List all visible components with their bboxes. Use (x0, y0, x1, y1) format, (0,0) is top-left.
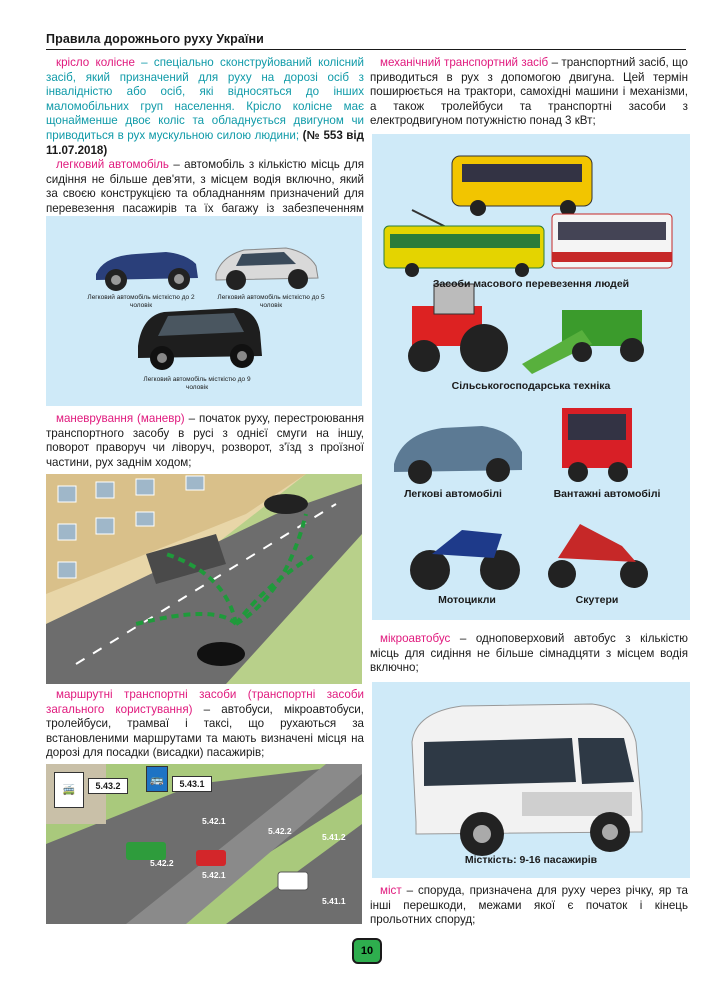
car-text: – автомобіль з кількістю місць для сидіння не більше дев'яти, з місцем водія включно, який за своєю конструкцією та обладнанням призначений для перевезення пасажирів та їх багажу із забезпеченням (46, 158, 364, 215)
term-mechanical-vehicle: механічний транспортний засіб (380, 56, 549, 69)
road-label-4: 5.42.2 (268, 826, 292, 836)
minibus-illustration (372, 682, 690, 878)
caption-motorcycles: Мотоцикли (438, 594, 496, 606)
passenger-car-image (394, 426, 522, 484)
yellow-bus-image (452, 156, 592, 216)
sign-label-1: 5.43.2 (88, 778, 128, 794)
caption-car-9: Легковий автомобіль місткістю до 9 чоловік (143, 376, 251, 391)
minibus-image (278, 872, 308, 890)
tram-image (552, 214, 672, 268)
bus-image (196, 850, 226, 866)
term-route-vehicles: маршрутні транспортні засоби (транспортні засоби загального користування) (46, 688, 364, 716)
bus-icon: 🚌 (150, 773, 164, 786)
caption-mass-transport: Засоби масового перевезення людей (432, 278, 630, 290)
passenger-cars-figure (46, 216, 362, 406)
header-title: Правила дорожнього руху України (46, 32, 264, 46)
term-minibus: мікроавтобус (380, 632, 451, 645)
minibus-text: – одноповерховий автобус з кількістю місць для сидіння не більше сімнадцяти з місцем водія включно; (370, 632, 688, 675)
term-wheelchair: крісло колісне (56, 56, 135, 69)
definition-mechanical-vehicle (370, 56, 688, 129)
right-column-bottom (370, 884, 688, 928)
sedan-image (216, 248, 318, 290)
caption-car-5: Легковий автомобіль місткістю до 5 чоловік (217, 294, 325, 309)
definition-wheelchair (46, 56, 364, 158)
caption-cars: Легкові автомобілі (404, 488, 502, 500)
left-column-top (46, 56, 364, 231)
caption-scooters: Скутери (575, 594, 619, 606)
trolleybus-green-image (384, 210, 544, 277)
tractor-image (408, 284, 508, 372)
left-column-bottom (46, 688, 364, 761)
left-column-middle (46, 412, 364, 470)
caption-trucks: Вантажні автомобілі (553, 488, 661, 500)
vehicle-types-illustration (372, 134, 690, 620)
definition-route-vehicles (46, 688, 364, 761)
amendment-ref: (№ 553 від 11.07.2018) (46, 128, 364, 157)
road-label-8: 5.41.1 (322, 896, 346, 906)
route-vehicles-text: – автобуси, мікроавтобуси, тролейбуси, трамваї і таксі, що рухаються за встановленими маршрутами та мають визначені місця на дорозі для посадки (висадки) пасажирів; (46, 702, 364, 760)
bridge-text: – споруда, призначена для руху через річку, яр та інші перешкоди, межами якої є початок і кінець прольотних споруд; (370, 884, 688, 927)
truck-image (562, 408, 632, 482)
right-column-middle (370, 632, 688, 676)
term-bridge: міст (380, 884, 402, 897)
sign-label-2: 5.43.1 (172, 776, 212, 792)
wheelchair-text: – спеціально сконструйований колісний засіб, який призначений для руху на дорозі осіб з інвалідністю або осіб, які відносяться до інших маломобільних груп населення. Крісло колісне має щонайменше двоє коліс та обладнується двигуном чи приводиться в рух мускульною силою людини; (46, 56, 365, 142)
trolleybus-stop-sign (54, 772, 84, 808)
mechanical-vehicle-text: – транспортний засіб, що приводиться в рух з допомогою двигуна. Цей термін поширюється на трактори, самохідні машини і механізми, а також тролейбуси та транспортні засоби з електродвигуном потужністю понад 3 кВт; (370, 56, 688, 128)
road-label-7: 5.41.2 (322, 832, 346, 842)
manoeuvre-illustration (46, 474, 362, 684)
caption-minibus-capacity: Місткість: 9-16 пасажирів (464, 854, 598, 866)
definition-manoeuvre (46, 412, 364, 470)
scooter-image (548, 524, 648, 588)
vehicle-types-figure (372, 134, 690, 620)
term-manoeuvre: маневрування (маневр) (56, 412, 185, 425)
motorcycle-image (410, 530, 520, 590)
page-number: 10 (360, 945, 374, 957)
definition-bridge (370, 884, 688, 928)
minivan-image (138, 308, 262, 370)
running-header (46, 30, 686, 50)
manoeuvre-text: – початок руху, перестроювання транспортного засобу в русі з однієї смуги на іншу, поворот праворуч чи ліворуч, розворот, з'їзд з проїзної частини, рух заднім ходом; (46, 412, 365, 469)
bus-stop-sign (146, 766, 168, 792)
caption-car-2: Легковий автомобіль місткістю до 2 чоловік (87, 294, 195, 309)
caption-agricultural: Сільськогосподарська техніка (451, 380, 611, 392)
road-label-3: 5.42.1 (202, 816, 226, 826)
route-transport-figure (46, 764, 362, 924)
right-column-top (370, 56, 688, 129)
manoeuvre-figure (46, 474, 362, 684)
minibus-figure (372, 682, 690, 878)
page-number-badge (352, 938, 382, 964)
trolleybus-icon: 🚎 (62, 784, 76, 796)
harvester-image (522, 310, 644, 374)
road-label-6: 5.42.1 (202, 870, 226, 880)
roadster-image (96, 252, 198, 291)
road-label-5: 5.42.2 (150, 858, 174, 868)
definition-minibus (370, 632, 688, 676)
term-car: легковий автомобіль (56, 158, 169, 172)
